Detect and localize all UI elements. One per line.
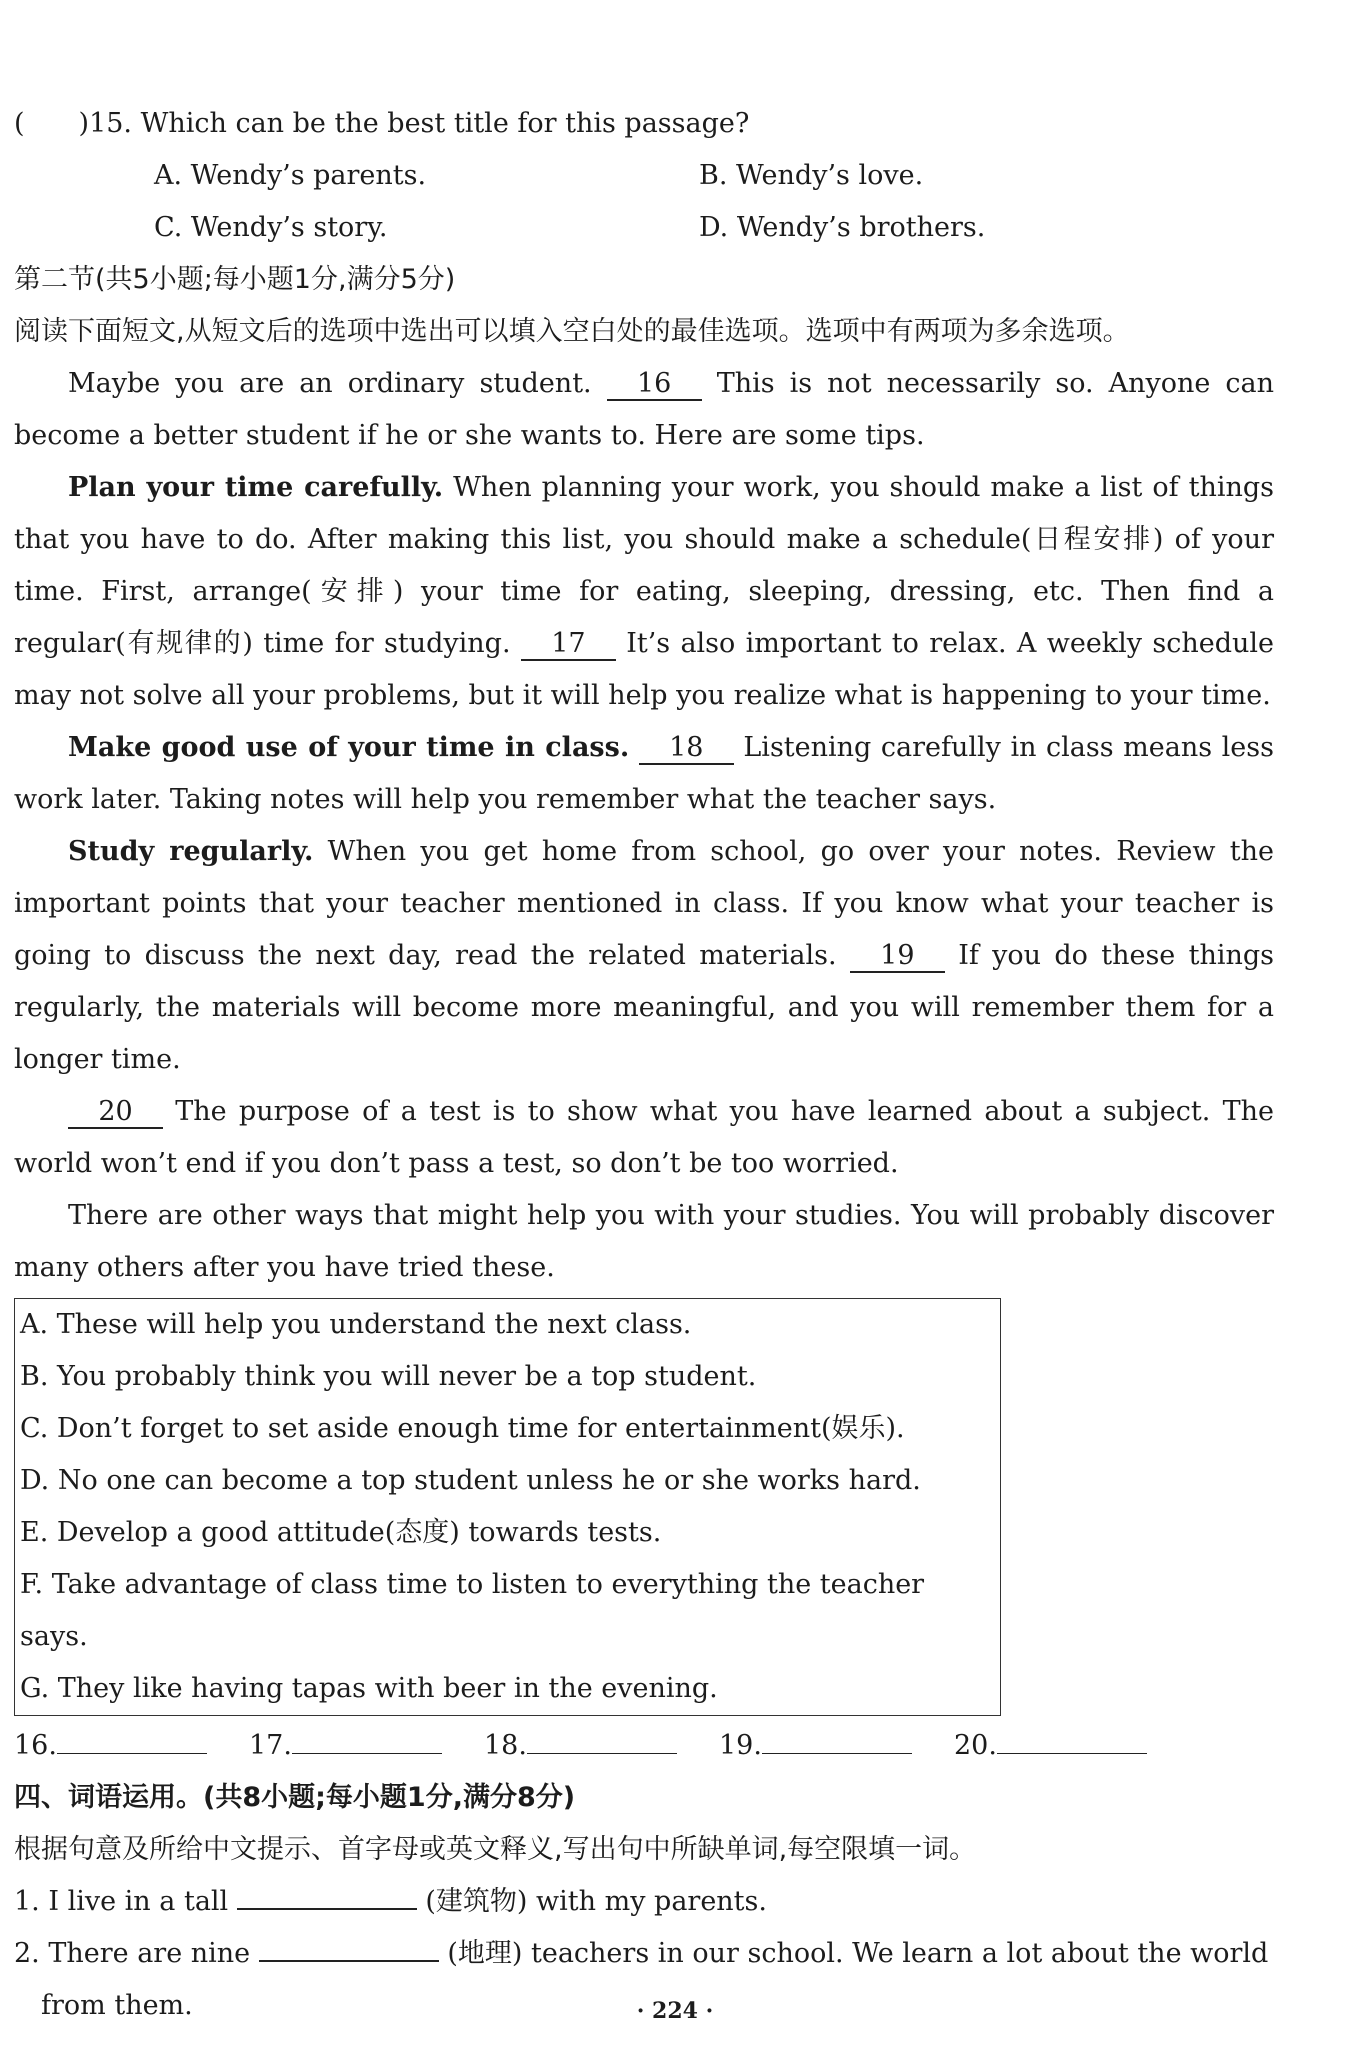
question-15-stem: ( )15. Which can be the best title for this passage? [14, 108, 750, 139]
question-15-options-row-1 [14, 150, 1274, 202]
answer-label: 19. [719, 1730, 762, 1761]
answer-line[interactable] [292, 1753, 442, 1754]
passage-paragraph-1 [14, 358, 1274, 462]
passage-paragraph-4 [14, 826, 1274, 1086]
choice-b: B. You probably think you will never be a top student. [20, 1361, 757, 1392]
p3-bold-heading: Make good use of your time in class. [68, 732, 630, 763]
p5-text-a: The purpose of a test is to show what you have learned about a subject. The world won’t end if you don’t pass a test, so don’t be too worried. [14, 1096, 1274, 1179]
answer-line[interactable] [997, 1753, 1147, 1754]
answer-16 [14, 1720, 249, 1772]
choice-f: F. Take advantage of class time to listen to everything the teacher says. [20, 1569, 925, 1652]
question-15-options-row-2 [14, 202, 1274, 254]
answer-20 [954, 1720, 1189, 1772]
p4-text-b: If you do these things regularly, the materials will become more meaningful, and you will remember them for a longer time. [14, 940, 1274, 1075]
section-4-question-1 [14, 1876, 1274, 1928]
q2-blank[interactable] [259, 1960, 439, 1962]
answer-label: 20. [954, 1730, 997, 1761]
answer-19 [719, 1720, 954, 1772]
answer-18 [484, 1720, 719, 1772]
q1-text-b: (建筑物) with my parents. [425, 1886, 767, 1917]
option-a: A. Wendy’s parents. [154, 160, 427, 191]
passage-paragraph-3 [14, 722, 1274, 826]
q2-text-b: (地理) teachers in our school. We learn a lot about the world [447, 1938, 1269, 1969]
blank-20[interactable]: 20 [68, 1097, 163, 1129]
p4-text-a: When you get home from school, go over your notes. Review the important points that your teacher mentioned in class. If you know what your teacher is going to discuss the next day, read the related materials. [14, 836, 1274, 971]
p1-text-a: Maybe you are an ordinary student. [68, 368, 592, 399]
choices-box [14, 1298, 1001, 1716]
section-4-instruction: 根据句意及所给中文提示、首字母或英文释义,写出句中所缺单词,每空限填一词。 [14, 1834, 977, 1865]
section-2-instruction: 阅读下面短文,从短文后的选项中选出可以填入空白处的最佳选项。选项中有两项为多余选项。 [14, 316, 1130, 347]
passage-paragraph-2 [14, 462, 1274, 722]
blank-16[interactable]: 16 [607, 369, 702, 401]
content [14, 98, 1274, 2032]
q2-text-a: 2. There are nine [14, 1938, 251, 1969]
blank-18[interactable]: 18 [639, 733, 734, 765]
q1-text-a: 1. I live in a tall [14, 1886, 229, 1917]
p1-text-b: This is not necessarily so. Anyone can become a better student if he or she wants to. Here are some tips. [14, 368, 1274, 451]
choice-d: D. No one can become a top student unless he or she works hard. [20, 1465, 921, 1496]
answer-line[interactable] [57, 1753, 207, 1754]
section-2-heading: 第二节(共5小题;每小题1分,满分5分) [14, 264, 456, 295]
section-4-question-2-cont: from them. [41, 1990, 193, 2021]
answer-line[interactable] [762, 1753, 912, 1754]
answer-label: 17. [249, 1730, 292, 1761]
choice-c: C. Don’t forget to set aside enough time for entertainment(娱乐). [20, 1413, 905, 1444]
option-c: C. Wendy’s story. [154, 212, 388, 243]
p2-text-a: When planning your work, you should make a list of things that you have to do. After making this list, you should make a schedule(日程安排) of your time. First, arrange(安排) your time for eating, sleeping, dressing, etc. Then find a regular(有规律的) time for studying. [14, 472, 1274, 659]
page-number: · 224 · [636, 1998, 714, 2024]
section-4-heading: 四、词语运用。(共8小题;每小题1分,满分8分) [14, 1782, 576, 1813]
blank-17[interactable]: 17 [521, 629, 616, 661]
blank-19[interactable]: 19 [850, 941, 945, 973]
answer-line[interactable] [527, 1753, 677, 1754]
p4-bold-heading: Study regularly. [68, 836, 314, 867]
section-4-question-2 [14, 1928, 1274, 1980]
p3-text-a: Listening carefully in class means less work later. Taking notes will help you remember what the teacher says. [14, 732, 1274, 815]
answer-label: 18. [484, 1730, 527, 1761]
choice-e: E. Develop a good attitude(态度) towards tests. [20, 1517, 662, 1548]
choice-a: A. These will help you understand the next class. [20, 1309, 692, 1340]
answer-label: 16. [14, 1730, 57, 1761]
answer-17 [249, 1720, 484, 1772]
p2-bold-heading: Plan your time carefully. [68, 472, 444, 503]
option-b: B. Wendy’s love. [699, 160, 924, 191]
passage-paragraph-5 [14, 1086, 1274, 1190]
choice-g: G. They like having tapas with beer in the evening. [20, 1673, 718, 1704]
p2-text-b: It’s also important to relax. A weekly schedule may not solve all your problems, but it will help you realize what is happening to your time. [14, 628, 1274, 711]
answer-row [14, 1720, 1274, 1772]
option-d: D. Wendy’s brothers. [699, 212, 986, 243]
q1-blank[interactable] [237, 1908, 417, 1910]
passage-paragraph-6: There are other ways that might help you with your studies. You will probably discover many others after you have tried these. [14, 1200, 1274, 1283]
